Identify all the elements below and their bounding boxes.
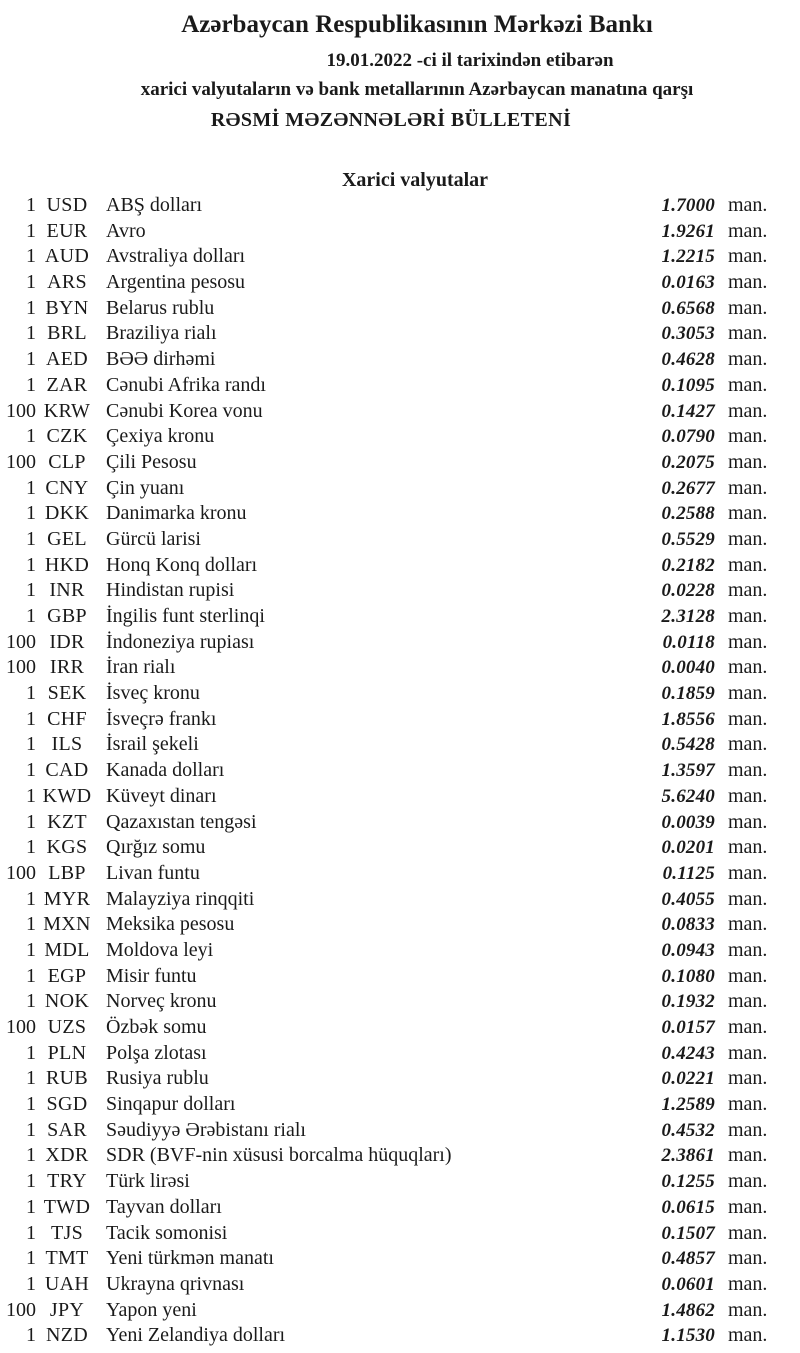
unit-cell: man. — [728, 373, 768, 396]
rate-row — [0, 578, 800, 604]
quantity-cell: 1 — [26, 1170, 36, 1193]
unit-cell: man. — [728, 810, 768, 833]
rate-value-cell: 1.4862 — [661, 1299, 715, 1321]
currency-name-cell: Sinqapur dolları — [106, 1093, 236, 1116]
currency-code-cell: CLP — [48, 450, 86, 473]
rate-row — [0, 399, 800, 425]
currency-name-cell: Yeni türkmən manatı — [106, 1247, 274, 1270]
currency-code-cell: UAH — [44, 1272, 90, 1295]
rate-value-cell: 0.4857 — [661, 1248, 715, 1270]
currency-name-cell: Yeni Zelandiya dolları — [106, 1324, 286, 1347]
rate-row — [0, 373, 800, 399]
rate-value-cell: 0.1125 — [662, 862, 715, 884]
rate-row — [0, 681, 800, 707]
rate-value-cell: 0.0833 — [661, 914, 715, 936]
rate-value-cell: 0.2588 — [661, 503, 715, 525]
unit-cell: man. — [728, 784, 768, 807]
currency-code-cell: PLN — [47, 1041, 87, 1064]
unit-cell: man. — [728, 733, 768, 756]
rate-value-cell: 0.1859 — [661, 683, 715, 705]
quantity-cell: 1 — [26, 759, 36, 782]
unit-cell: man. — [728, 450, 768, 473]
rate-value-cell: 0.4628 — [661, 349, 715, 371]
currency-code-cell: XDR — [45, 1144, 89, 1167]
currency-code-cell: INR — [49, 579, 85, 602]
currency-name-cell: İngilis funt sterlinqi — [106, 605, 265, 627]
unit-cell: man. — [728, 425, 768, 448]
currency-name-cell: Cənubi Korea vonu — [106, 399, 263, 422]
quantity-cell: 1 — [26, 527, 36, 550]
rate-value-cell: 0.4532 — [661, 1119, 715, 1141]
rate-value-cell: 0.0163 — [661, 272, 715, 294]
currency-code-cell: NOK — [44, 990, 90, 1013]
quantity-cell: 1 — [26, 553, 36, 576]
currency-code-cell: CAD — [45, 759, 89, 782]
currency-code-cell: TMT — [45, 1247, 89, 1270]
currency-code-cell: IRR — [49, 656, 85, 679]
quantity-cell: 1 — [26, 1247, 36, 1270]
quantity-cell: 1 — [26, 836, 36, 859]
rate-row — [0, 912, 800, 938]
currency-name-cell: Malayziya rinqqiti — [106, 887, 255, 910]
rate-row — [0, 938, 800, 964]
unit-cell: man. — [728, 271, 768, 294]
quantity-cell: 1 — [26, 1272, 36, 1295]
rate-row — [0, 758, 800, 784]
currency-code-cell: GBP — [47, 605, 87, 627]
rate-row — [0, 604, 800, 630]
quantity-cell: 1 — [26, 1324, 36, 1347]
rate-value-cell: 1.2215 — [661, 246, 715, 268]
currency-code-cell: MDL — [44, 938, 90, 961]
currency-code-cell: DKK — [44, 502, 90, 525]
rate-row — [0, 1143, 800, 1169]
unit-cell: man. — [728, 502, 768, 525]
rate-row — [0, 450, 800, 476]
currency-name-cell: BƏƏ dirhəmi — [106, 348, 216, 371]
quantity-cell: 1 — [26, 707, 36, 730]
rate-row — [0, 424, 800, 450]
rate-row — [0, 1066, 800, 1092]
rate-value-cell: 2.3861 — [661, 1145, 715, 1167]
rate-row — [0, 989, 800, 1015]
currency-name-cell: Moldova leyi — [106, 938, 214, 961]
currency-name-cell: Rusiya rublu — [106, 1067, 209, 1090]
currency-name-cell: Braziliya rialı — [106, 322, 217, 345]
rate-value-cell: 0.1507 — [661, 1222, 715, 1244]
currency-name-cell: Səudiyyə Ərəbistanı rialı — [106, 1118, 306, 1141]
subject-line: xarici valyutaların və bank metallarının Azərbaycan manatına qarşı — [140, 79, 694, 100]
rate-value-cell: 0.1255 — [661, 1171, 715, 1193]
unit-cell: man. — [728, 836, 768, 859]
rate-row — [0, 296, 800, 322]
rate-value-cell: 0.0790 — [661, 426, 715, 448]
rate-value-cell: 0.1080 — [661, 965, 715, 987]
quantity-cell: 100 — [6, 630, 36, 653]
quantity-cell: 1 — [26, 373, 36, 396]
quantity-cell: 1 — [26, 1144, 36, 1167]
unit-cell: man. — [728, 1118, 768, 1141]
currency-code-cell: NZD — [45, 1324, 88, 1347]
rate-row — [0, 784, 800, 810]
rate-value-cell: 2.3128 — [661, 606, 715, 627]
currency-code-cell: USD — [46, 194, 88, 216]
unit-cell: man. — [728, 1221, 768, 1244]
quantity-cell: 1 — [26, 733, 36, 756]
currency-code-cell: CHF — [47, 707, 87, 730]
exchange-rates-table — [0, 193, 800, 1349]
quantity-cell: 1 — [26, 476, 36, 499]
unit-cell: man. — [728, 1195, 768, 1218]
unit-cell: man. — [728, 296, 768, 319]
quantity-cell: 1 — [26, 784, 36, 807]
unit-cell: man. — [728, 322, 768, 345]
quantity-cell: 100 — [6, 861, 36, 884]
unit-cell: man. — [728, 861, 768, 884]
rate-row — [0, 1323, 800, 1349]
rate-row — [0, 347, 800, 373]
rate-value-cell: 0.6568 — [661, 297, 715, 319]
rate-row — [0, 219, 800, 245]
quantity-cell: 1 — [26, 938, 36, 961]
unit-cell: man. — [728, 1170, 768, 1193]
quantity-cell: 1 — [26, 1195, 36, 1218]
currency-name-cell: Küveyt dinarı — [106, 784, 217, 807]
rate-row — [0, 655, 800, 681]
rate-row — [0, 810, 800, 836]
currency-name-cell: Danimarka kronu — [106, 502, 247, 525]
quantity-cell: 1 — [26, 605, 36, 627]
quantity-cell: 100 — [6, 1298, 36, 1321]
currency-name-cell: Norveç kronu — [106, 990, 217, 1013]
rate-value-cell: 0.0943 — [661, 939, 715, 961]
rate-value-cell: 0.1427 — [661, 400, 715, 422]
quantity-cell: 1 — [26, 887, 36, 910]
unit-cell: man. — [728, 605, 768, 627]
rate-row — [0, 1195, 800, 1221]
rate-row — [0, 476, 800, 502]
unit-cell: man. — [728, 682, 768, 705]
unit-cell: man. — [728, 990, 768, 1013]
rate-row — [0, 1221, 800, 1247]
quantity-cell: 1 — [26, 194, 36, 216]
unit-cell: man. — [728, 194, 768, 216]
unit-cell: man. — [728, 1016, 768, 1038]
unit-cell: man. — [728, 553, 768, 576]
currency-name-cell: Cənubi Afrika randı — [106, 373, 266, 396]
quantity-cell: 1 — [26, 1093, 36, 1116]
unit-cell: man. — [728, 219, 768, 242]
currency-code-cell: UZS — [47, 1016, 87, 1038]
bulletin-title: RƏSMİ MƏZƏNNƏLƏRİ BÜLLETENİ — [210, 109, 572, 131]
unit-cell: man. — [728, 1144, 768, 1167]
quantity-cell: 100 — [6, 399, 36, 422]
rate-row — [0, 527, 800, 553]
rate-value-cell: 0.0157 — [661, 1017, 715, 1038]
quantity-cell: 1 — [26, 913, 36, 936]
rate-row — [0, 1298, 800, 1324]
rate-value-cell: 0.4055 — [661, 888, 715, 910]
rate-row — [0, 244, 800, 270]
unit-cell: man. — [728, 964, 768, 987]
unit-cell: man. — [728, 399, 768, 422]
currency-name-cell: İsveçrə frankı — [106, 707, 217, 730]
currency-code-cell: MYR — [43, 887, 91, 910]
currency-name-cell: Gürcü larisi — [106, 527, 201, 550]
currency-code-cell: KGS — [46, 836, 88, 859]
rate-row — [0, 193, 800, 219]
currency-name-cell: Hindistan rupisi — [106, 579, 235, 602]
currency-name-cell: Çexiya kronu — [106, 425, 215, 448]
bank-title: Azərbaycan Respublikasının Mərkəzi Bankı — [181, 11, 653, 38]
unit-cell: man. — [728, 527, 768, 550]
currency-code-cell: LBP — [48, 861, 86, 884]
quantity-cell: 1 — [26, 245, 36, 268]
quantity-cell: 100 — [6, 1016, 36, 1038]
currency-code-cell: ZAR — [46, 373, 88, 396]
currency-code-cell: SAR — [47, 1118, 87, 1141]
currency-code-cell: AUD — [44, 245, 90, 268]
unit-cell: man. — [728, 476, 768, 499]
rate-value-cell: 0.0221 — [661, 1068, 715, 1090]
currency-name-cell: Misir funtu — [106, 964, 197, 987]
rate-value-cell: 0.2075 — [661, 451, 715, 473]
currency-name-cell: İndoneziya rupiası — [106, 630, 255, 653]
currency-name-cell: İran rialı — [106, 656, 176, 679]
unit-cell: man. — [728, 887, 768, 910]
unit-cell: man. — [728, 913, 768, 936]
rate-value-cell: 0.4243 — [661, 1042, 715, 1064]
currency-name-cell: Avstraliya dolları — [106, 245, 246, 268]
rate-value-cell: 1.1530 — [661, 1325, 715, 1347]
currency-code-cell: SEK — [47, 682, 87, 705]
unit-cell: man. — [728, 1041, 768, 1064]
rate-row — [0, 707, 800, 733]
currency-name-cell: Belarus rublu — [106, 296, 215, 319]
unit-cell: man. — [728, 1324, 768, 1347]
rate-row — [0, 270, 800, 296]
currency-code-cell: ILS — [51, 733, 83, 756]
currency-code-cell: IDR — [49, 630, 85, 653]
quantity-cell: 1 — [26, 579, 36, 602]
rate-value-cell: 0.0615 — [661, 1196, 715, 1218]
rate-row — [0, 835, 800, 861]
currency-code-cell: SGD — [46, 1093, 88, 1116]
currency-code-cell: BYN — [45, 296, 89, 319]
rate-value-cell: 1.8556 — [661, 708, 715, 730]
quantity-cell: 1 — [26, 296, 36, 319]
currency-code-cell: TJS — [50, 1221, 84, 1244]
rate-row — [0, 1118, 800, 1144]
rate-row — [0, 501, 800, 527]
currency-name-cell: Livan funtu — [106, 861, 200, 884]
rate-value-cell: 1.3597 — [661, 760, 715, 782]
rate-value-cell: 0.0228 — [661, 580, 715, 602]
rate-value-cell: 0.0201 — [661, 837, 715, 859]
currency-name-cell: Polşa zlotası — [106, 1041, 207, 1064]
quantity-cell: 100 — [6, 656, 36, 679]
currency-name-cell: Çin yuanı — [106, 476, 185, 499]
currency-name-cell: Honq Konq dolları — [106, 553, 258, 576]
currency-name-cell: Argentina pesosu — [106, 271, 246, 294]
rate-value-cell: 0.0601 — [661, 1273, 715, 1295]
currency-name-cell: Qazaxıstan tengəsi — [106, 810, 257, 833]
quantity-cell: 1 — [26, 964, 36, 987]
rate-value-cell: 1.7000 — [661, 195, 715, 216]
unit-cell: man. — [728, 1093, 768, 1116]
quantity-cell: 1 — [26, 990, 36, 1013]
rate-value-cell: 0.0039 — [661, 811, 715, 833]
rate-row — [0, 630, 800, 656]
rate-value-cell: 0.1932 — [661, 991, 715, 1013]
currency-name-cell: Kanada dolları — [106, 759, 225, 782]
rate-row — [0, 861, 800, 887]
unit-cell: man. — [728, 579, 768, 602]
quantity-cell: 1 — [26, 271, 36, 294]
rate-value-cell: 0.5529 — [661, 528, 715, 550]
currency-code-cell: AED — [45, 348, 88, 371]
unit-cell: man. — [728, 1067, 768, 1090]
quantity-cell: 1 — [26, 810, 36, 833]
quantity-cell: 1 — [26, 682, 36, 705]
currency-code-cell: KRW — [43, 399, 91, 422]
currency-name-cell: Qırğız somu — [106, 836, 206, 859]
quantity-cell: 100 — [6, 450, 36, 473]
currency-code-cell: KZT — [47, 810, 87, 833]
currency-name-cell: Yapon yeni — [106, 1298, 197, 1321]
unit-cell: man. — [728, 348, 768, 371]
quantity-cell: 1 — [26, 1118, 36, 1141]
rate-row — [0, 1169, 800, 1195]
rate-value-cell: 1.9261 — [661, 220, 715, 242]
currency-code-cell: JPY — [49, 1298, 85, 1321]
unit-cell: man. — [728, 1272, 768, 1295]
rate-row — [0, 964, 800, 990]
unit-cell: man. — [728, 656, 768, 679]
currency-name-cell: İsrail şekeli — [106, 733, 199, 756]
currency-name-cell: Özbək somu — [106, 1016, 207, 1038]
rate-row — [0, 553, 800, 579]
rate-value-cell: 0.0118 — [662, 631, 715, 653]
quantity-cell: 1 — [26, 1067, 36, 1090]
effective-date-line: 19.01.2022 -ci il tarixindən etibarən — [326, 50, 614, 71]
currency-name-cell: Meksika pesosu — [106, 913, 235, 936]
currency-code-cell: EGP — [47, 964, 87, 987]
currency-code-cell: EUR — [46, 219, 88, 242]
currency-code-cell: BRL — [47, 322, 87, 345]
section-title-foreign-currencies: Xarici valyutalar — [341, 169, 489, 191]
quantity-cell: 1 — [26, 1221, 36, 1244]
unit-cell: man. — [728, 630, 768, 653]
rate-row — [0, 1092, 800, 1118]
rate-row — [0, 1015, 800, 1041]
unit-cell: man. — [728, 759, 768, 782]
rate-row — [0, 1246, 800, 1272]
currency-code-cell: MXN — [43, 913, 91, 936]
quantity-cell: 1 — [26, 502, 36, 525]
currency-name-cell: Ukrayna qrivnası — [106, 1272, 245, 1295]
currency-name-cell: Çili Pesosu — [106, 450, 197, 473]
currency-code-cell: HKD — [44, 553, 90, 576]
quantity-cell: 1 — [26, 322, 36, 345]
unit-cell: man. — [728, 938, 768, 961]
rate-row — [0, 1041, 800, 1067]
currency-name-cell: SDR (BVF-nin xüsusi borcalma hüquqları) — [106, 1144, 452, 1167]
quantity-cell: 1 — [26, 1041, 36, 1064]
rate-value-cell: 0.2182 — [661, 554, 715, 576]
currency-code-cell: RUB — [45, 1067, 89, 1090]
unit-cell: man. — [728, 707, 768, 730]
currency-code-cell: KWD — [42, 784, 92, 807]
rate-row — [0, 321, 800, 347]
quantity-cell: 1 — [26, 348, 36, 371]
rate-value-cell: 0.5428 — [661, 734, 715, 756]
rate-row — [0, 887, 800, 913]
quantity-cell: 1 — [26, 219, 36, 242]
rate-row — [0, 732, 800, 758]
rate-value-cell: 5.6240 — [661, 785, 715, 807]
rate-value-cell: 0.0040 — [661, 657, 715, 679]
currency-name-cell: Tayvan dolları — [106, 1195, 222, 1218]
currency-code-cell: TRY — [47, 1170, 87, 1193]
rate-value-cell: 0.2677 — [661, 477, 715, 499]
currency-name-cell: Tacik somonisi — [106, 1221, 228, 1244]
currency-name-cell: İsveç kronu — [106, 682, 200, 705]
currency-code-cell: ARS — [47, 271, 87, 294]
currency-name-cell: Avro — [106, 219, 146, 242]
unit-cell: man. — [728, 245, 768, 268]
currency-name-cell: ABŞ dolları — [106, 194, 203, 216]
currency-code-cell: CZK — [46, 425, 88, 448]
currency-code-cell: GEL — [47, 527, 87, 550]
rate-value-cell: 0.3053 — [661, 323, 715, 345]
currency-name-cell: Türk lirəsi — [106, 1170, 190, 1193]
unit-cell: man. — [728, 1298, 768, 1321]
rate-row — [0, 1272, 800, 1298]
currency-code-cell: TWD — [43, 1195, 91, 1218]
rate-value-cell: 0.1095 — [661, 374, 715, 396]
quantity-cell: 1 — [26, 425, 36, 448]
rate-value-cell: 1.2589 — [661, 1094, 715, 1116]
currency-code-cell: CNY — [45, 476, 89, 499]
unit-cell: man. — [728, 1247, 768, 1270]
